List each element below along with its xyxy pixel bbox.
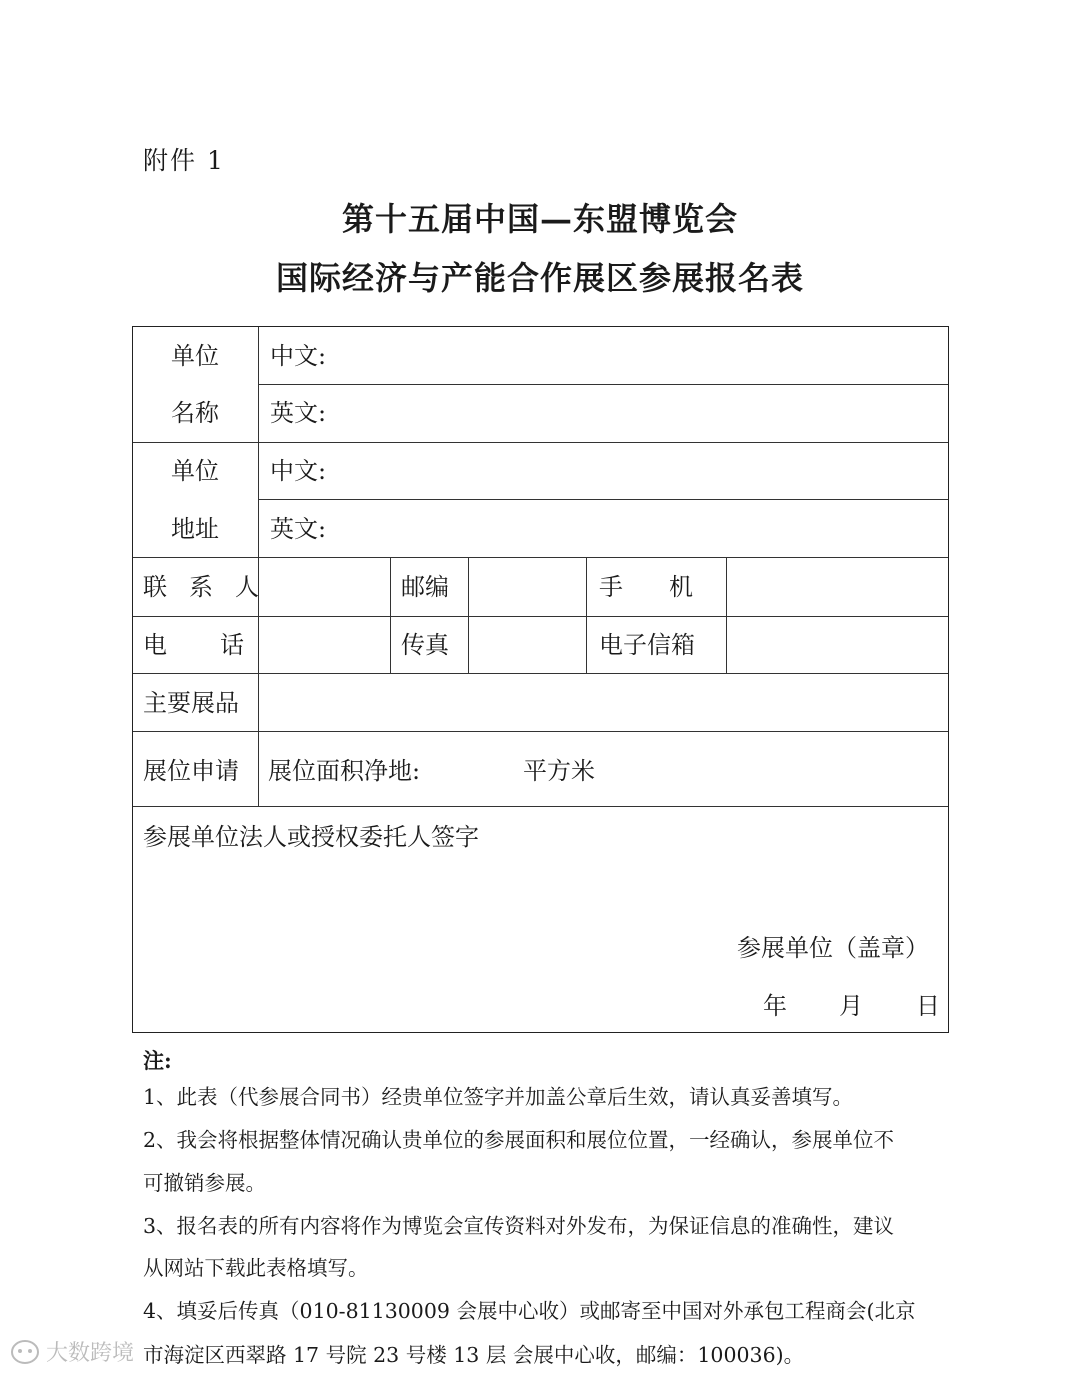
mobile-label: 手机 xyxy=(599,573,739,601)
watermark-text: 大数跨境 xyxy=(46,1341,135,1366)
unit-name-label-2: 名称 xyxy=(171,399,219,427)
col-divider xyxy=(468,557,469,673)
col-divider xyxy=(258,327,259,806)
unit-address-label-1: 单位 xyxy=(171,457,219,485)
contact-person-label: 联系人 xyxy=(143,573,281,601)
note-2-line2: 可撤销参展。 xyxy=(143,1171,266,1195)
unit-name-english-label: 英文: xyxy=(270,399,327,427)
unit-address-label-2: 地址 xyxy=(171,515,219,543)
day-label: 日 xyxy=(916,992,940,1020)
unit-name-label-1: 单位 xyxy=(171,342,219,370)
row-divider xyxy=(258,384,948,385)
signature-label: 参展单位法人或授权委托人签字 xyxy=(143,823,479,851)
note-3-line2: 从网站下载此表格填写。 xyxy=(143,1256,369,1280)
booth-application-label: 展位申请 xyxy=(143,757,239,785)
col-divider xyxy=(586,557,587,673)
row-divider xyxy=(133,731,948,732)
booth-area-label: 展位面积净地: xyxy=(268,757,421,785)
postcode-label: 邮编 xyxy=(401,573,449,601)
note-4-line2: 市海淀区西翠路 17 号院 23 号楼 13 层 会展中心收，邮编：100036)。 xyxy=(143,1343,805,1367)
unit-address-chinese-label: 中文: xyxy=(270,457,327,485)
unit-name-chinese-label: 中文: xyxy=(270,342,327,370)
seal-label: 参展单位（盖章） xyxy=(737,934,929,962)
form-title-line1: 第十五届中国—东盟博览会 xyxy=(341,200,738,238)
phone-label: 电话 xyxy=(143,631,297,659)
watermark xyxy=(10,1336,134,1367)
month-label: 月 xyxy=(839,992,863,1020)
registration-form xyxy=(132,326,949,1033)
row-divider xyxy=(133,673,948,674)
notes-heading: 注: xyxy=(143,1048,172,1073)
unit-address-english-label: 英文: xyxy=(270,515,327,543)
row-divider xyxy=(133,557,948,558)
square-meters-label: 平方米 xyxy=(523,757,595,785)
note-4-line1: 4、填妥后传真（010-81130009 会展中心收）或邮寄至中国对外承包工程商会(北京 xyxy=(143,1299,916,1323)
note-2-line1: 2、我会将根据整体情况确认贵单位的参展面积和展位位置，一经确认，参展单位不 xyxy=(143,1128,895,1152)
note-3-line1: 3、报名表的所有内容将作为博览会宣传资料对外发布，为保证信息的准确性，建议 xyxy=(143,1214,895,1238)
row-divider xyxy=(133,442,948,443)
email-label: 电子信箱 xyxy=(599,631,695,659)
attachment-label: 附件 1 xyxy=(143,146,225,175)
row-divider xyxy=(258,499,948,500)
note-1: 1、此表（代参展合同书）经贵单位签字并加盖公章后生效，请认真妥善填写。 xyxy=(143,1085,854,1109)
fax-label: 传真 xyxy=(401,631,449,659)
form-title-line2: 国际经济与产能合作展区参展报名表 xyxy=(275,259,804,297)
row-divider xyxy=(133,616,948,617)
watermark-logo-icon xyxy=(10,1338,40,1366)
row-divider xyxy=(133,806,948,807)
col-divider xyxy=(390,557,391,673)
main-exhibits-label: 主要展品 xyxy=(143,689,239,717)
year-label: 年 xyxy=(763,992,787,1020)
